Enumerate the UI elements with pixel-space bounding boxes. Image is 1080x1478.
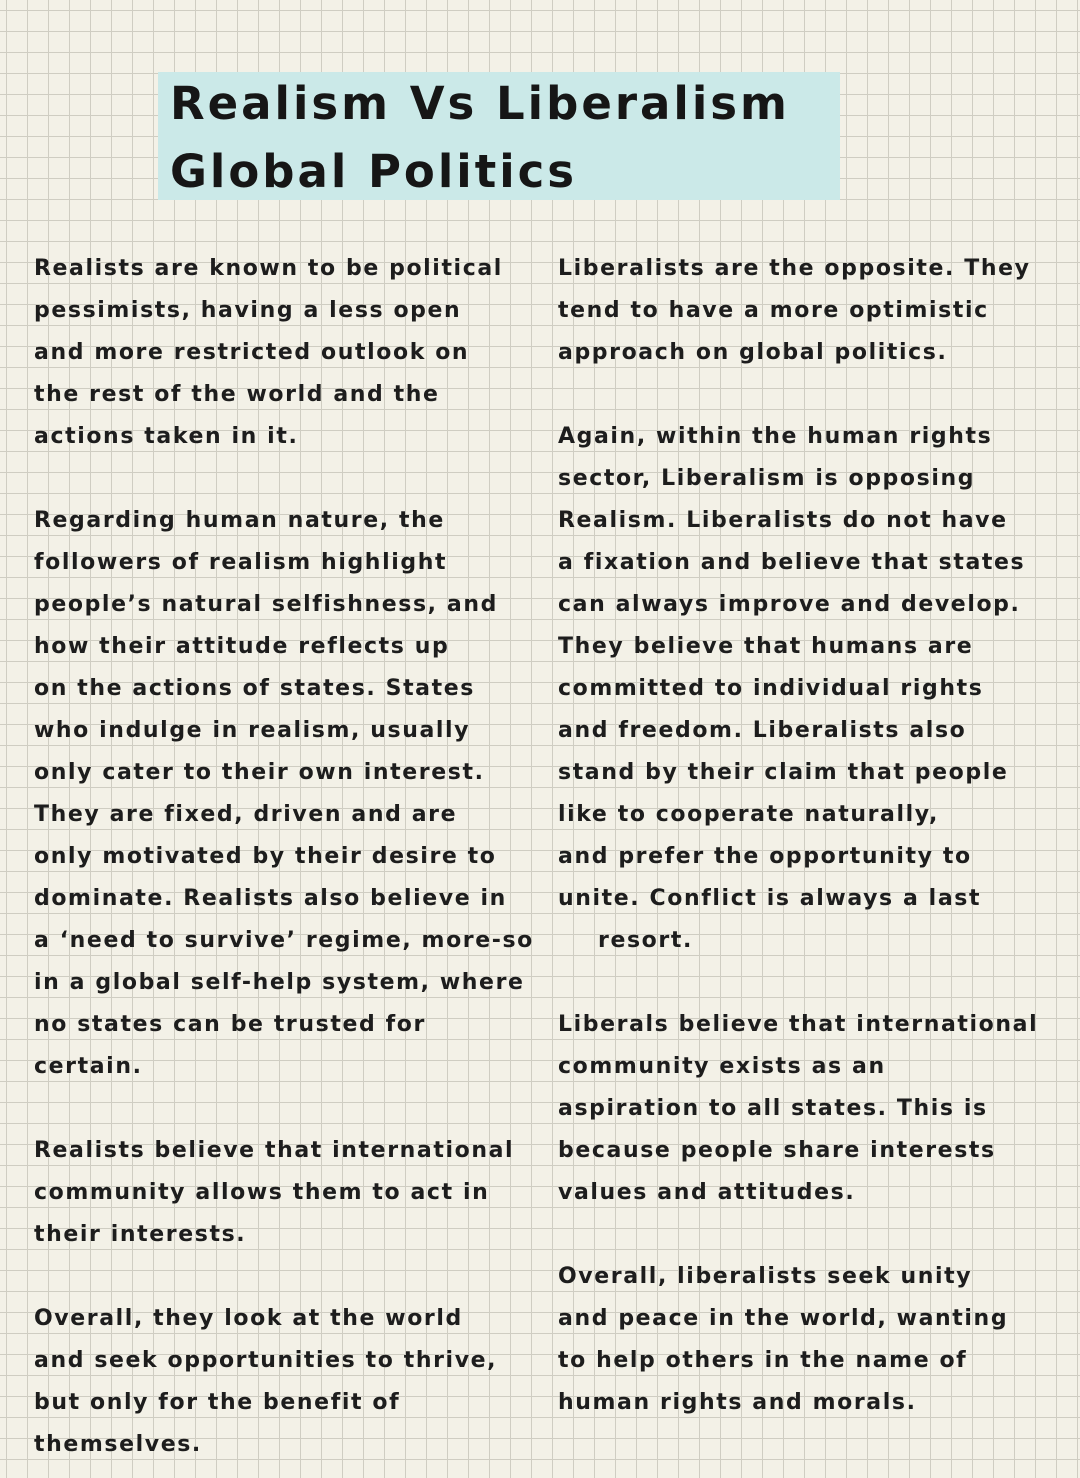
- liberalism-column: [558, 248, 1076, 1424]
- blank-line: [34, 1256, 564, 1298]
- text-line: Overall, they look at the world: [34, 1306, 463, 1331]
- text-line: how their attitude reflects up: [34, 634, 450, 659]
- text-line: committed to individual rights: [558, 676, 984, 701]
- text-line: the rest of the world and the: [34, 382, 440, 407]
- realism-column: [34, 248, 564, 1466]
- text-line: Again, within the human rights: [558, 424, 993, 449]
- text-line: aspiration to all states. This is: [558, 1096, 988, 1121]
- text-line: Overall, liberalists seek unity: [558, 1264, 973, 1289]
- text-line: They are fixed, driven and are: [34, 802, 458, 827]
- text-line: Realists believe that international: [34, 1138, 515, 1163]
- text-line: their interests.: [34, 1222, 247, 1247]
- text-line: a ‘need to survive’ regime, more-so: [34, 928, 534, 953]
- text-line: certain.: [34, 1054, 143, 1079]
- text-line: and freedom. Liberalists also: [558, 718, 967, 743]
- text-line: Realists are known to be political: [34, 256, 503, 281]
- text-line: Liberalists are the opposite. They: [558, 256, 1031, 281]
- text-line: followers of realism highlight: [34, 550, 448, 575]
- text-line: community exists as an: [558, 1054, 886, 1079]
- text-line: Realism. Liberalists do not have: [558, 508, 1008, 533]
- text-line: values and attitudes.: [558, 1180, 856, 1205]
- text-line: They believe that humans are: [558, 634, 974, 659]
- text-line: tend to have a more optimistic: [558, 298, 989, 323]
- text-line: a fixation and believe that states: [558, 550, 1026, 575]
- text-line: but only for the benefit of: [34, 1390, 401, 1415]
- blank-line: [34, 458, 564, 500]
- text-line: actions taken in it.: [34, 424, 299, 449]
- text-line: and more restricted outlook on: [34, 340, 470, 365]
- text-line: and peace in the world, wanting: [558, 1306, 1009, 1331]
- text-line: like to cooperate naturally,: [558, 802, 939, 827]
- blank-line: [558, 1214, 1076, 1256]
- text-line: on the actions of states. States: [34, 676, 475, 701]
- blank-line: [558, 374, 1076, 416]
- text-line: approach on global politics.: [558, 340, 948, 365]
- text-line: in a global self-help system, where: [34, 970, 525, 995]
- text-line: community allows them to act in: [34, 1180, 490, 1205]
- text-line: stand by their claim that people: [558, 760, 1009, 785]
- text-line: pessimists, having a less open: [34, 298, 462, 323]
- text-line: sector, Liberalism is opposing: [558, 466, 976, 491]
- text-line: because people share interests: [558, 1138, 996, 1163]
- text-line: and seek opportunities to thrive,: [34, 1348, 498, 1373]
- text-line: themselves.: [34, 1432, 202, 1457]
- page-title: Realism Vs Liberalism: [170, 77, 790, 130]
- text-line: can always improve and develop.: [558, 592, 1021, 617]
- text-line: to help others in the name of: [558, 1348, 968, 1373]
- text-line: dominate. Realists also believe in: [34, 886, 507, 911]
- text-line: Liberals believe that international: [558, 1012, 1039, 1037]
- text-line: resort.: [598, 928, 693, 953]
- text-line: only cater to their own interest.: [34, 760, 485, 785]
- page-subtitle: Global Politics: [170, 145, 578, 198]
- text-line: who indulge in realism, usually: [34, 718, 471, 743]
- text-line: unite. Conflict is always a last: [558, 886, 982, 911]
- text-line: people’s natural selfishness, and: [34, 592, 498, 617]
- text-line: no states can be trusted for: [34, 1012, 426, 1037]
- text-line: and prefer the opportunity to: [558, 844, 972, 869]
- text-line: human rights and morals.: [558, 1390, 917, 1415]
- text-line: only motivated by their desire to: [34, 844, 497, 869]
- blank-line: [558, 962, 1076, 1004]
- blank-line: [34, 1088, 564, 1130]
- text-line: Regarding human nature, the: [34, 508, 445, 533]
